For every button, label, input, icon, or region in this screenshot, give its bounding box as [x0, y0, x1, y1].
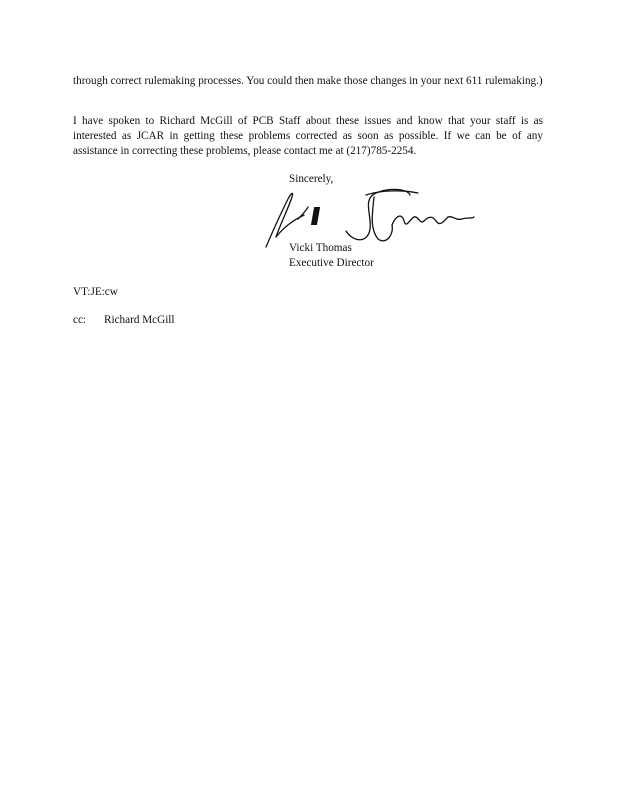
cc-label: cc:	[73, 314, 87, 326]
signer-name: Vicki Thomas	[289, 242, 352, 254]
body-paragraph-2: I have spoken to Richard McGill of PCB Staff about these issues and know that your staff is as interested as JCAR in getting these problems corrected as soon as possible. If we can be of any assistance in correcting these problems, please contact me at (217)785-2254.	[73, 115, 543, 157]
signer-title: Executive Director	[289, 257, 374, 269]
reference-initials: VT:JE:cw	[73, 286, 118, 298]
cc-recipient: Richard McGill	[104, 314, 175, 326]
body-paragraph-1: through correct rulemaking processes. You could then make those changes in your next 611 rulemaking.)	[73, 75, 543, 87]
closing: Sincerely,	[289, 173, 334, 185]
